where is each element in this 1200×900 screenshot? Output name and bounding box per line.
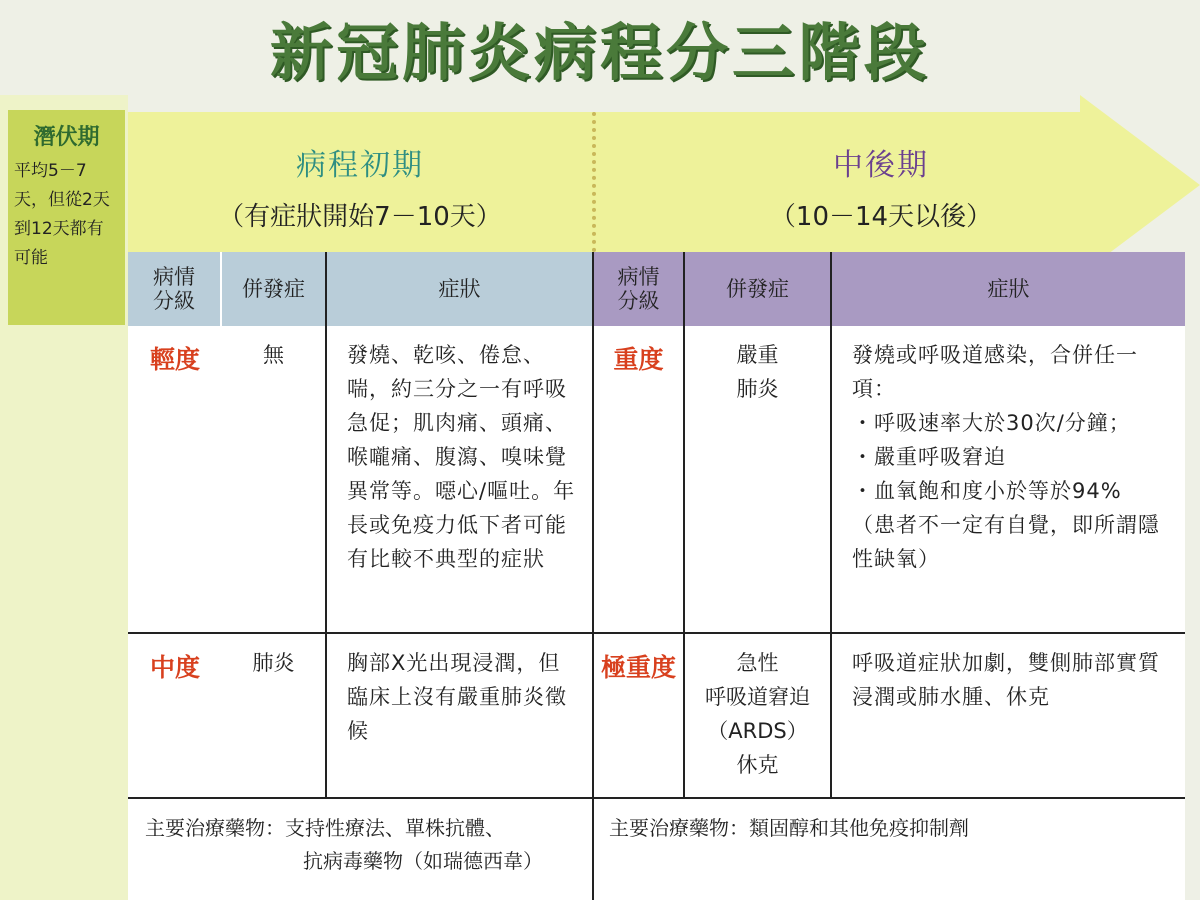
early-header-grade: 病情 分級: [128, 252, 220, 326]
late-symptom-severe-line: 發燒或呼吸道感染，合併任一項：: [852, 343, 1138, 401]
early-treatment-line1: 主要治療藥物：支持性療法、單株抗體、: [145, 816, 505, 840]
early-grade-moderate: 中度: [149, 653, 200, 682]
late-header-symptom: 症狀: [832, 252, 1185, 326]
early-symptom-moderate: 胸部X光出現浸潤，但臨床上沒有嚴重肺炎徵候: [347, 651, 567, 743]
grid-line: [128, 632, 1185, 634]
late-symptom-severe: [852, 338, 1170, 576]
grid-line: [830, 252, 832, 798]
late-treatment: 主要治療藥物：類固醇和其他免疫抑制劑: [609, 816, 969, 840]
late-symptom-severe-line: （患者不一定有自覺，即所謂隱性缺氧）: [852, 513, 1160, 571]
early-treatment-line2: 抗病毒藥物（如瑞德西韋）: [303, 849, 543, 873]
late-symptom-severe-line: ・嚴重呼吸窘迫: [852, 445, 1006, 469]
late-grade-critical: 極重度: [600, 653, 676, 682]
early-header-symptom: 症狀: [327, 252, 592, 326]
early-phase-header: [128, 140, 592, 233]
late-symptom-severe-line: ・血氧飽和度小於等於94%: [852, 479, 1122, 503]
early-treatment: [145, 812, 585, 878]
early-complication-moderate: 肺炎: [252, 651, 295, 675]
early-complication-mild: 無: [263, 343, 284, 367]
grid-line: [325, 252, 327, 798]
latent-period-desc: 平均5－7天，但從2天到12天都有可能: [14, 161, 110, 268]
late-header-grade: 病情 分級: [594, 252, 683, 326]
early-grade-mild: 輕度: [149, 345, 200, 374]
early-symptom-mild: 發燒、乾咳、倦怠、喘，約三分之一有呼吸急促；肌肉痛、頭痛、喉嚨痛、腹瀉、嗅味覺異常等。噁心/嘔吐。年長或免疫力低下者可能有比較不典型的症狀: [347, 343, 576, 571]
late-complication-severe: 嚴重 肺炎: [736, 343, 779, 401]
early-phase-range: （有症狀開始7－10天）: [218, 202, 502, 232]
late-grade-severe: 重度: [613, 345, 664, 374]
grid-line: [128, 797, 1185, 799]
late-phase-header: [594, 140, 1168, 233]
late-phase-range: （10－14天以後）: [769, 202, 993, 232]
late-phase-name: 中後期: [833, 148, 929, 183]
early-header-complication: 併發症: [222, 252, 325, 326]
page-title: 新冠肺炎病程分三階段: [269, 16, 930, 89]
latent-period-title: 潛伏期: [33, 125, 100, 150]
late-complication-critical: 急性 呼吸道窘迫 （ARDS） 休克: [705, 651, 810, 777]
late-symptom-severe-line: ・呼吸速率大於30次/分鐘；: [852, 411, 1131, 435]
latent-period-box: [8, 110, 125, 325]
late-header-complication: 併發症: [685, 252, 830, 326]
early-phase-name: 病程初期: [296, 148, 424, 183]
late-symptom-critical: 呼吸道症狀加劇，雙側肺部實質浸潤或肺水腫、休克: [852, 651, 1160, 709]
